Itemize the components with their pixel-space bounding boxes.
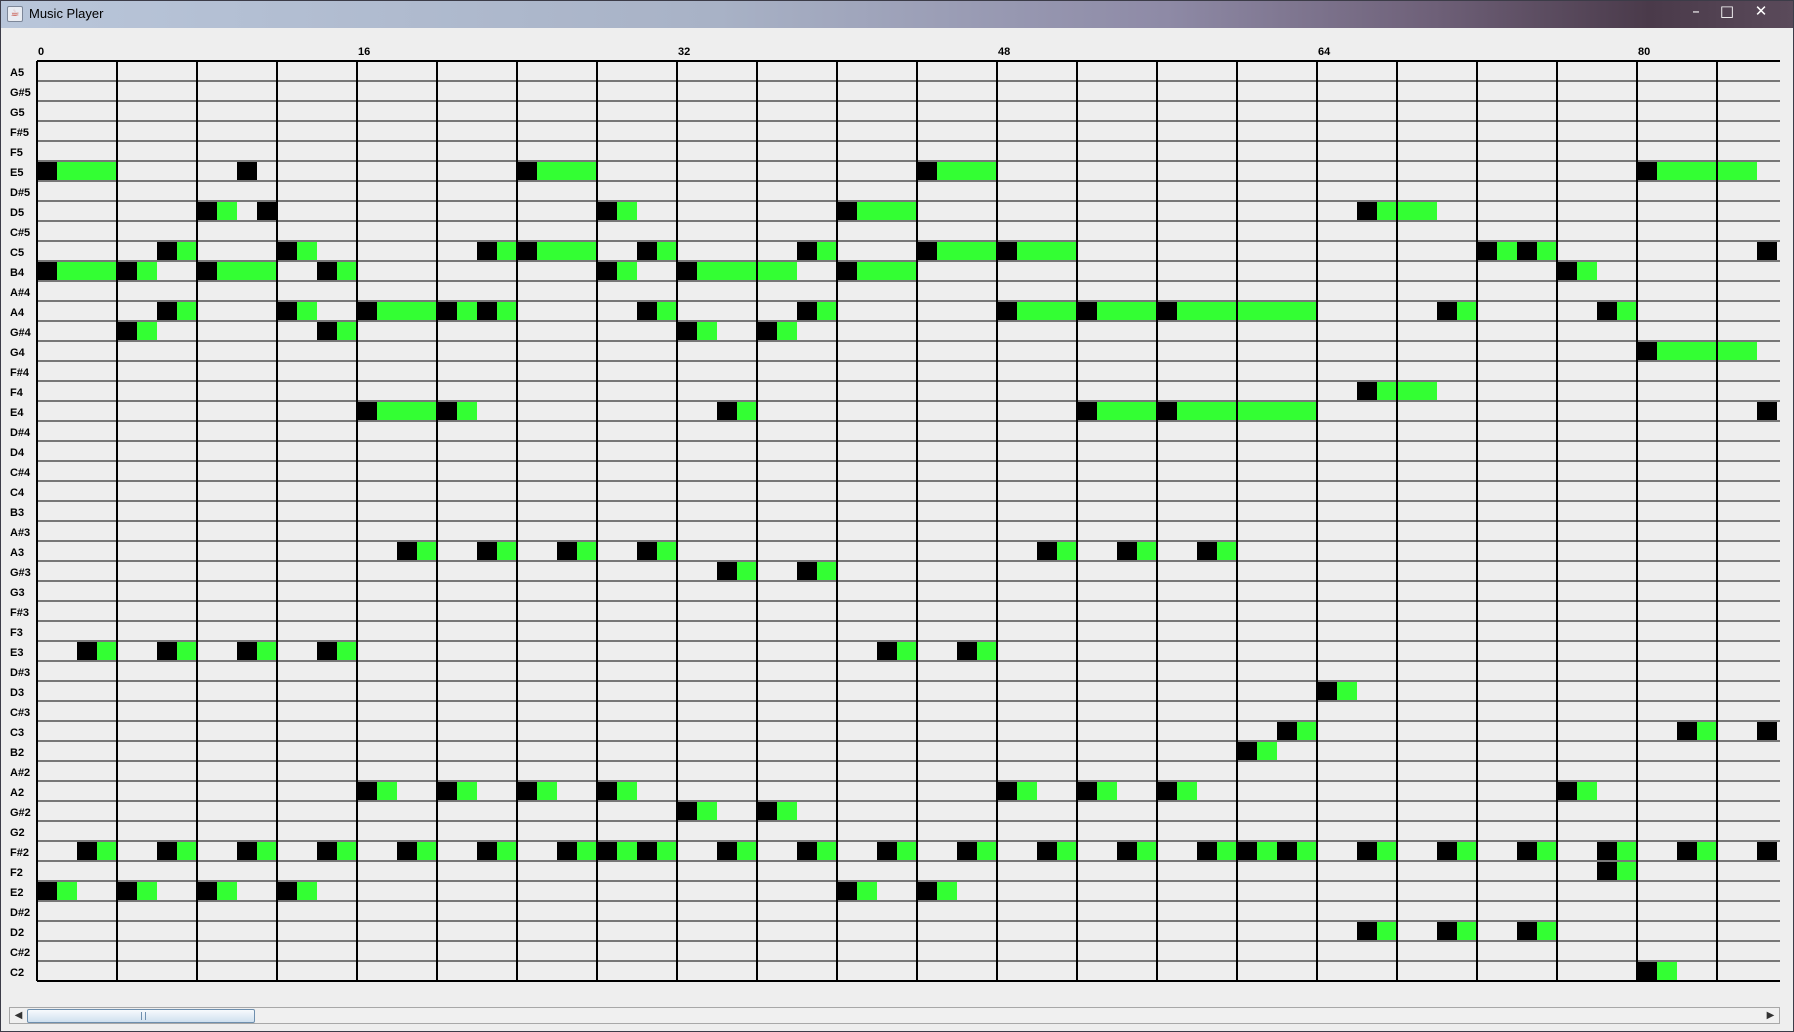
note-head[interactable]	[1477, 242, 1497, 260]
beat-label: 32	[678, 46, 691, 58]
note-sustain[interactable]	[297, 882, 317, 900]
note-head[interactable]	[1637, 162, 1657, 180]
note-head[interactable]	[797, 242, 817, 260]
note-sustain[interactable]	[177, 642, 197, 660]
note-head[interactable]	[1197, 542, 1217, 560]
pitch-label: F4	[10, 387, 23, 399]
note-sustain[interactable]	[1297, 842, 1317, 860]
note-sustain[interactable]	[217, 882, 237, 900]
note-sustain[interactable]	[937, 242, 997, 260]
note-sustain[interactable]	[377, 782, 397, 800]
note-head[interactable]	[997, 242, 1017, 260]
pitch-label: D#3	[10, 667, 31, 679]
pitch-label: B4	[10, 267, 25, 279]
note-sustain[interactable]	[697, 322, 717, 340]
note-sustain[interactable]	[497, 302, 517, 320]
note-sustain[interactable]	[897, 842, 917, 860]
beat-label: 80	[1638, 46, 1651, 58]
note-head[interactable]	[1437, 842, 1457, 860]
note-head[interactable]	[437, 302, 457, 320]
note-sustain[interactable]	[657, 302, 677, 320]
pitch-label: D#5	[10, 187, 31, 199]
pitch-label: F#5	[10, 127, 29, 139]
note-head[interactable]	[1157, 402, 1177, 420]
note-head[interactable]	[877, 642, 897, 660]
note-head[interactable]	[437, 402, 457, 420]
pitch-label: C3	[10, 727, 25, 739]
pitch-label: A5	[10, 67, 25, 79]
note-sustain[interactable]	[417, 842, 437, 860]
beat-label: 16	[358, 46, 371, 58]
piano-roll-view[interactable]	[9, 33, 1780, 999]
beat-label: 48	[998, 46, 1011, 58]
note-sustain[interactable]	[1657, 162, 1757, 180]
note-sustain[interactable]	[537, 242, 597, 260]
note-head[interactable]	[1117, 842, 1137, 860]
note-head[interactable]	[1517, 842, 1537, 860]
note-sustain[interactable]	[1017, 782, 1037, 800]
note-sustain[interactable]	[977, 842, 997, 860]
note-sustain[interactable]	[617, 842, 637, 860]
note-head[interactable]	[277, 302, 297, 320]
beat-label: 0	[38, 46, 45, 58]
pitch-label: F3	[10, 627, 23, 639]
note-head[interactable]	[597, 202, 617, 220]
note-head[interactable]	[277, 882, 297, 900]
note-head[interactable]	[1677, 722, 1697, 740]
note-sustain[interactable]	[977, 642, 997, 660]
note-head[interactable]	[1517, 922, 1537, 940]
pitch-label: C#3	[10, 707, 31, 719]
note-sustain[interactable]	[1457, 302, 1477, 320]
note-head[interactable]	[957, 842, 977, 860]
note-sustain[interactable]	[1097, 302, 1157, 320]
note-head[interactable]	[517, 162, 537, 180]
note-head[interactable]	[557, 842, 577, 860]
pitch-label: G#4	[10, 327, 31, 339]
note-head[interactable]	[77, 642, 97, 660]
pitch-label: F5	[10, 147, 23, 159]
note-head[interactable]	[397, 542, 417, 560]
note-sustain[interactable]	[1377, 922, 1397, 940]
note-sustain[interactable]	[737, 842, 757, 860]
note-sustain[interactable]	[1057, 542, 1077, 560]
minimize-button[interactable]: –	[1692, 2, 1700, 20]
note-head[interactable]	[117, 262, 137, 280]
pitch-label: B2	[10, 747, 25, 759]
note-sustain[interactable]	[897, 642, 917, 660]
note-sustain[interactable]	[937, 162, 997, 180]
note-head[interactable]	[37, 162, 57, 180]
note-head[interactable]	[837, 262, 857, 280]
note-sustain[interactable]	[1017, 302, 1077, 320]
note-head[interactable]	[197, 882, 217, 900]
note-sustain[interactable]	[537, 782, 557, 800]
note-sustain[interactable]	[1057, 842, 1077, 860]
pitch-label: G4	[10, 347, 25, 359]
note-sustain[interactable]	[937, 882, 957, 900]
note-head[interactable]	[317, 842, 337, 860]
note-sustain[interactable]	[817, 562, 837, 580]
note-sustain[interactable]	[1577, 782, 1597, 800]
note-sustain[interactable]	[697, 262, 797, 280]
pitch-label: E2	[10, 887, 24, 899]
pitch-label: D#4	[10, 427, 31, 439]
note-sustain[interactable]	[1297, 722, 1317, 740]
pitch-label: E3	[10, 647, 24, 659]
note-sustain[interactable]	[1537, 842, 1557, 860]
note-head[interactable]	[1077, 402, 1097, 420]
note-sustain[interactable]	[57, 882, 77, 900]
note-sustain[interactable]	[137, 882, 157, 900]
note-head[interactable]	[757, 802, 777, 820]
pitch-label: D#2	[10, 907, 31, 919]
note-sustain[interactable]	[537, 162, 597, 180]
pitch-label: C2	[10, 967, 25, 979]
note-head[interactable]	[597, 262, 617, 280]
note-sustain[interactable]	[857, 882, 877, 900]
note-sustain[interactable]	[1337, 682, 1357, 700]
pitch-label: B3	[10, 507, 25, 519]
note-head[interactable]	[997, 302, 1017, 320]
note-sustain[interactable]	[1457, 922, 1477, 940]
note-head[interactable]	[997, 782, 1017, 800]
note-sustain[interactable]	[1137, 542, 1157, 560]
note-head[interactable]	[1277, 722, 1297, 740]
note-head[interactable]	[157, 242, 177, 260]
note-head[interactable]	[1517, 242, 1537, 260]
note-head[interactable]	[677, 322, 697, 340]
note-sustain[interactable]	[1657, 962, 1677, 980]
note-sustain[interactable]	[1657, 342, 1757, 360]
pitch-label: D2	[10, 927, 25, 939]
note-head[interactable]	[317, 642, 337, 660]
note-sustain[interactable]	[1177, 302, 1317, 320]
note-head[interactable]	[477, 242, 497, 260]
note-sustain[interactable]	[177, 842, 197, 860]
pitch-label: A4	[10, 307, 25, 319]
note-sustain[interactable]	[497, 242, 517, 260]
note-sustain[interactable]	[337, 322, 357, 340]
note-sustain[interactable]	[1537, 922, 1557, 940]
note-sustain[interactable]	[817, 842, 837, 860]
note-head[interactable]	[397, 842, 417, 860]
note-head[interactable]	[197, 202, 217, 220]
pitch-label: C#2	[10, 947, 31, 959]
note-head[interactable]	[1317, 682, 1337, 700]
note-head[interactable]	[597, 782, 617, 800]
note-sustain[interactable]	[1017, 242, 1077, 260]
note-sustain[interactable]	[1377, 202, 1437, 220]
java-cup-icon: ☕	[7, 6, 23, 22]
horizontal-scrollbar[interactable]	[9, 1007, 1780, 1024]
note-sustain[interactable]	[777, 802, 797, 820]
note-sustain[interactable]	[857, 262, 917, 280]
note-head[interactable]	[357, 302, 377, 320]
note-sustain[interactable]	[137, 322, 157, 340]
note-sustain[interactable]	[377, 402, 437, 420]
note-sustain[interactable]	[177, 242, 197, 260]
close-button[interactable]: ✕	[1754, 2, 1768, 20]
note-head[interactable]	[1237, 742, 1257, 760]
note-head[interactable]	[1037, 542, 1057, 560]
note-head[interactable]	[477, 302, 497, 320]
note-sustain[interactable]	[1617, 862, 1637, 880]
pitch-label: F#2	[10, 847, 29, 859]
maximize-button[interactable]: □	[1719, 2, 1735, 20]
note-sustain[interactable]	[1697, 722, 1717, 740]
note-sustain[interactable]	[497, 542, 517, 560]
note-sustain[interactable]	[657, 842, 677, 860]
note-sustain[interactable]	[737, 402, 757, 420]
pitch-label: C5	[10, 247, 25, 259]
note-head[interactable]	[677, 262, 697, 280]
note-sustain[interactable]	[1697, 842, 1717, 860]
note-head[interactable]	[237, 642, 257, 660]
note-head[interactable]	[517, 242, 537, 260]
note-head[interactable]	[237, 162, 257, 180]
pitch-label: G#5	[10, 87, 31, 99]
note-head[interactable]	[1637, 342, 1657, 360]
note-head[interactable]	[1677, 842, 1697, 860]
scroll-left-arrow-icon[interactable]: ◀	[14, 1010, 23, 1021]
note-sustain[interactable]	[457, 302, 477, 320]
note-sustain[interactable]	[1257, 842, 1277, 860]
note-head[interactable]	[117, 882, 137, 900]
note-head[interactable]	[257, 202, 277, 220]
note-head[interactable]	[1357, 382, 1377, 400]
scroll-right-arrow-icon[interactable]: ▶	[1766, 1010, 1775, 1021]
note-head[interactable]	[1237, 842, 1257, 860]
pitch-label: A3	[10, 547, 25, 559]
note-sustain[interactable]	[857, 202, 917, 220]
note-head[interactable]	[637, 542, 657, 560]
note-head[interactable]	[357, 402, 377, 420]
note-sustain[interactable]	[257, 642, 277, 660]
title-bar[interactable]	[1, 1, 1793, 28]
note-sustain[interactable]	[57, 262, 117, 280]
note-sustain[interactable]	[617, 782, 637, 800]
note-sustain[interactable]	[337, 262, 357, 280]
note-head[interactable]	[157, 642, 177, 660]
note-head[interactable]	[797, 302, 817, 320]
note-head[interactable]	[1077, 302, 1097, 320]
note-head[interactable]	[1597, 302, 1617, 320]
note-sustain[interactable]	[1577, 262, 1597, 280]
note-sustain[interactable]	[137, 262, 157, 280]
pitch-label: G#3	[10, 567, 31, 579]
note-head[interactable]	[1637, 962, 1657, 980]
note-head[interactable]	[1757, 842, 1777, 860]
note-sustain[interactable]	[1497, 242, 1517, 260]
note-sustain[interactable]	[1457, 842, 1477, 860]
note-head[interactable]	[357, 782, 377, 800]
note-head[interactable]	[37, 882, 57, 900]
note-sustain[interactable]	[457, 782, 477, 800]
note-head[interactable]	[1357, 842, 1377, 860]
pitch-label: D3	[10, 687, 25, 699]
pitch-label: D4	[10, 447, 25, 459]
note-sustain[interactable]	[457, 402, 477, 420]
note-head[interactable]	[1197, 842, 1217, 860]
note-sustain[interactable]	[57, 162, 117, 180]
pitch-label: F2	[10, 867, 23, 879]
note-head[interactable]	[477, 842, 497, 860]
pitch-label: D5	[10, 207, 25, 219]
note-head[interactable]	[837, 882, 857, 900]
note-head[interactable]	[117, 322, 137, 340]
note-head[interactable]	[1557, 262, 1577, 280]
pitch-label: F#3	[10, 607, 29, 619]
note-sustain[interactable]	[97, 842, 117, 860]
note-head[interactable]	[957, 642, 977, 660]
note-sustain[interactable]	[297, 302, 317, 320]
note-sustain[interactable]	[377, 302, 437, 320]
note-head[interactable]	[1357, 202, 1377, 220]
note-head[interactable]	[917, 882, 937, 900]
note-head[interactable]	[677, 802, 697, 820]
note-head[interactable]	[1437, 302, 1457, 320]
note-head[interactable]	[1157, 302, 1177, 320]
note-sustain[interactable]	[1377, 382, 1437, 400]
note-head[interactable]	[277, 242, 297, 260]
note-sustain[interactable]	[337, 642, 357, 660]
note-head[interactable]	[77, 842, 97, 860]
pitch-label: G3	[10, 587, 25, 599]
note-sustain[interactable]	[217, 202, 237, 220]
note-head[interactable]	[1557, 782, 1577, 800]
note-head[interactable]	[1277, 842, 1297, 860]
note-sustain[interactable]	[297, 242, 317, 260]
scroll-thumb[interactable]	[27, 1009, 255, 1023]
note-head[interactable]	[717, 402, 737, 420]
note-sustain[interactable]	[1617, 842, 1637, 860]
note-sustain[interactable]	[337, 842, 357, 860]
note-head[interactable]	[517, 782, 537, 800]
pitch-label: F#4	[10, 367, 29, 379]
note-sustain[interactable]	[417, 542, 437, 560]
note-head[interactable]	[1077, 782, 1097, 800]
note-head[interactable]	[1597, 842, 1617, 860]
note-head[interactable]	[1597, 862, 1617, 880]
note-head[interactable]	[597, 842, 617, 860]
note-sustain[interactable]	[817, 302, 837, 320]
pitch-label: A2	[10, 787, 25, 799]
note-sustain[interactable]	[1097, 782, 1117, 800]
note-head[interactable]	[157, 302, 177, 320]
note-sustain[interactable]	[577, 842, 597, 860]
scroll-grip-icon	[141, 1012, 146, 1020]
note-sustain[interactable]	[1097, 402, 1157, 420]
pitch-label: E5	[10, 167, 24, 179]
note-sustain[interactable]	[577, 542, 597, 560]
pitch-label: G2	[10, 827, 25, 839]
note-sustain[interactable]	[257, 842, 277, 860]
piano-roll-grid[interactable]	[9, 33, 1780, 999]
note-head[interactable]	[1757, 402, 1777, 420]
note-sustain[interactable]	[97, 642, 117, 660]
pitch-label: A#4	[10, 287, 31, 299]
pitch-label: A#3	[10, 527, 31, 539]
note-head[interactable]	[1437, 922, 1457, 940]
note-head[interactable]	[1357, 922, 1377, 940]
note-sustain[interactable]	[617, 202, 637, 220]
note-sustain[interactable]	[1257, 742, 1277, 760]
note-sustain[interactable]	[1377, 842, 1397, 860]
note-sustain[interactable]	[1217, 542, 1237, 560]
note-sustain[interactable]	[737, 562, 757, 580]
note-head[interactable]	[557, 542, 577, 560]
note-head[interactable]	[717, 562, 737, 580]
pitch-label: G#2	[10, 807, 31, 819]
note-sustain[interactable]	[657, 242, 677, 260]
pitch-label: C#4	[10, 467, 31, 479]
note-head[interactable]	[637, 302, 657, 320]
note-head[interactable]	[637, 242, 657, 260]
note-head[interactable]	[637, 842, 657, 860]
pitch-label: C4	[10, 487, 25, 499]
note-head[interactable]	[317, 262, 337, 280]
note-sustain[interactable]	[697, 802, 717, 820]
note-sustain[interactable]	[617, 262, 637, 280]
note-head[interactable]	[197, 262, 217, 280]
note-head[interactable]	[237, 842, 257, 860]
pitch-label: C#5	[10, 227, 31, 239]
note-sustain[interactable]	[817, 242, 837, 260]
note-sustain[interactable]	[217, 262, 277, 280]
note-head[interactable]	[917, 242, 937, 260]
note-head[interactable]	[717, 842, 737, 860]
note-sustain[interactable]	[1177, 782, 1197, 800]
pitch-label: E4	[10, 407, 24, 419]
note-sustain[interactable]	[1137, 842, 1157, 860]
note-head[interactable]	[157, 842, 177, 860]
note-head[interactable]	[797, 562, 817, 580]
note-head[interactable]	[317, 322, 337, 340]
note-head[interactable]	[1117, 542, 1137, 560]
note-sustain[interactable]	[1217, 842, 1237, 860]
pitch-label: A#2	[10, 767, 31, 779]
note-head[interactable]	[797, 842, 817, 860]
note-sustain[interactable]	[497, 842, 517, 860]
pitch-label: G5	[10, 107, 25, 119]
note-sustain[interactable]	[177, 302, 197, 320]
note-head[interactable]	[1757, 242, 1777, 260]
beat-label: 64	[1318, 46, 1331, 58]
note-sustain[interactable]	[1617, 302, 1637, 320]
note-sustain[interactable]	[1177, 402, 1317, 420]
window-title: Music Player	[29, 6, 104, 21]
note-head[interactable]	[1157, 782, 1177, 800]
note-sustain[interactable]	[1537, 242, 1557, 260]
note-head[interactable]	[477, 542, 497, 560]
note-sustain[interactable]	[657, 542, 677, 560]
note-head[interactable]	[917, 162, 937, 180]
note-head[interactable]	[877, 842, 897, 860]
note-head[interactable]	[757, 322, 777, 340]
note-sustain[interactable]	[777, 322, 797, 340]
note-head[interactable]	[37, 262, 57, 280]
note-head[interactable]	[1757, 722, 1777, 740]
note-head[interactable]	[837, 202, 857, 220]
note-head[interactable]	[437, 782, 457, 800]
note-head[interactable]	[1037, 842, 1057, 860]
